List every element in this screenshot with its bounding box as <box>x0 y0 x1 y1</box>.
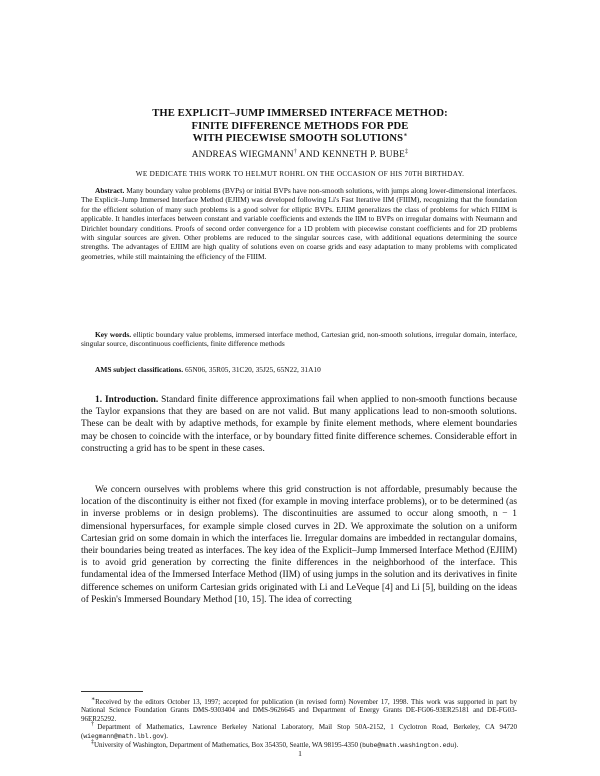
footnote-rule <box>81 691 143 692</box>
abstract-label: Abstract. <box>95 186 125 195</box>
title-line-1: THE EXPLICIT–JUMP IMMERSED INTERFACE METHOD: <box>152 108 448 119</box>
ams-classifications <box>95 365 517 374</box>
intro-paragraph-1-text: Standard finite difference approximations fail when applied to non-smooth functions because the Taylor expansions that they are based on are not valid. But many applications lead to non-smooth solutions. These can be dealt with by adaptive methods, for example by finite element methods, where element boundaries may be chosen to coincide with the interface, or by boundary fitted finite difference schemes. Considerable effort in constructing a grid has to be spent in these cases. <box>81 395 517 454</box>
dedication: WE DEDICATE THIS WORK TO HELMUT ROHRL ON THE OCCASION OF HIS 70TH BIRTHDAY. <box>135 170 465 178</box>
title-footnote-mark: ∗ <box>403 132 408 139</box>
author-1: ANDREAS WIEGMANN <box>191 150 294 160</box>
keywords-label: Key words. <box>95 330 132 339</box>
title-line-3-text: WITH PIECEWISE SMOOTH SOLUTIONS <box>192 133 404 145</box>
footnote-1 <box>81 698 517 723</box>
author-line <box>80 150 520 160</box>
intro-paragraph-1 <box>81 394 517 455</box>
abstract-text: Many boundary value problems (BVPs) or initial BVPs have non-smooth solutions, with jumps along lower-dimensional interfaces. The Explicit–Jump Immersed Interface Method (EJIIM) was developed following Li's Fast Iterative IIM (FIIIM), recognizing that the foundation for the efficient solution of many such problems is a good solver for elliptic BVPs. EJIIM generalizes the class of problems for which FIIIM is applicable. It handles interfaces between constant and variable coefficients and extends the IIM to BVPs on irregular domains with Neumann and Dirichlet boundary conditions. Proofs of second order convergence for a 1D problem with piecewise constant coefficients and for 2D problems with singular sources are given. Other problems are reduced to the singular sources case, with additional equations determining the source strengths. The advantages of EJIIM are high quality of solutions even on coarse grids and easy adaptation to many problems with complicated geometries, while still maintaining the efficiency of the FIIIM. <box>81 186 517 261</box>
abstract <box>81 186 517 261</box>
footnote-2-mark: † <box>91 721 98 728</box>
footnotes <box>81 698 517 750</box>
keywords <box>81 330 517 349</box>
author-1-mark: † <box>293 148 297 155</box>
footnote-1-text: Received by the editors October 13, 1997; accepted for publication (in revised form) November 17, 1998. This work was supported in part by National Science Foundation Grants DMS-9303404 and DMS-9626645 and Department of Energy Grants DE-FG06-93ER25181 and DE-FG03-96ER25292. <box>81 698 517 723</box>
author-2-mark: ‡ <box>405 148 409 155</box>
footnote-2-end: ). <box>163 731 168 740</box>
author-2: KENNETH P. BUBE <box>322 150 406 160</box>
footnote-2-text: Department of Mathematics, Lawrence Berkeley National Laboratory, Mail Stop 50A-2152, 1 Cyclotron Road, Berkeley, CA 94720 ( <box>81 723 517 740</box>
paper-title <box>80 108 520 146</box>
footnote-2-email[interactable]: wiegmann@math.lbl.gov <box>83 732 164 740</box>
section-heading: 1. Introduction. <box>95 395 159 405</box>
page-number: 1 <box>298 749 302 758</box>
footnote-3-email[interactable]: bube@math.washington.edu <box>362 742 455 750</box>
ams-text: 65N06, 35R05, 31C20, 35J25, 65N22, 31A10 <box>184 365 321 374</box>
keywords-text: elliptic boundary value problems, immersed interface method, Cartesian grid, non-smooth solutions, irregular domain, interface, singular source, discontinuous coefficients, finite difference methods <box>81 330 517 349</box>
title-line-3 <box>80 133 520 146</box>
footnote-3-end: ). <box>454 741 459 750</box>
title-line-2: FINITE DIFFERENCE METHODS FOR PDE <box>191 120 409 132</box>
ams-label: AMS subject classifications. <box>95 365 184 374</box>
footnote-3-mark: ‡ <box>91 739 94 746</box>
author-conjunction: AND <box>298 150 320 160</box>
footnote-2 <box>81 723 517 741</box>
footnote-3-text: University of Washington, Department of Mathematics, Box 354350, Seattle, WA 98195-4350 ( <box>94 741 363 750</box>
footnote-1-mark: ∗ <box>91 696 96 703</box>
intro-paragraph-2: We concern ourselves with problems where this grid construction is not affordable, presumably because the location of the discontinuity is either not fixed (for example in moving interface problems), or to be determined (as in inverse problems or in design problems). The discontinuities are assumed to occur along smooth, n − 1 dimensional hypersurfaces, for example simple closed curves in 2D. We approximate the solution on a uniform Cartesian grid on some domain in which the interfaces lie. Irregular domains are imbedded in rectangular domains, their boundaries being treated as interfaces. The key idea of the Explicit–Jump Immersed Interface Method (EJIIM) is to avoid grid generation by correcting the finite differences in the neighborhood of the interface. This fundamental idea of the Immersed Interface Method (IIM) of using jumps in the solution and its derivatives in finite difference schemes on uniform Cartesian grids originated with Li and LeVeque [4] and Li [5], building on the ideas of Peskin's Immersed Boundary Method [10, 15]. The idea of correcting <box>81 485 517 605</box>
